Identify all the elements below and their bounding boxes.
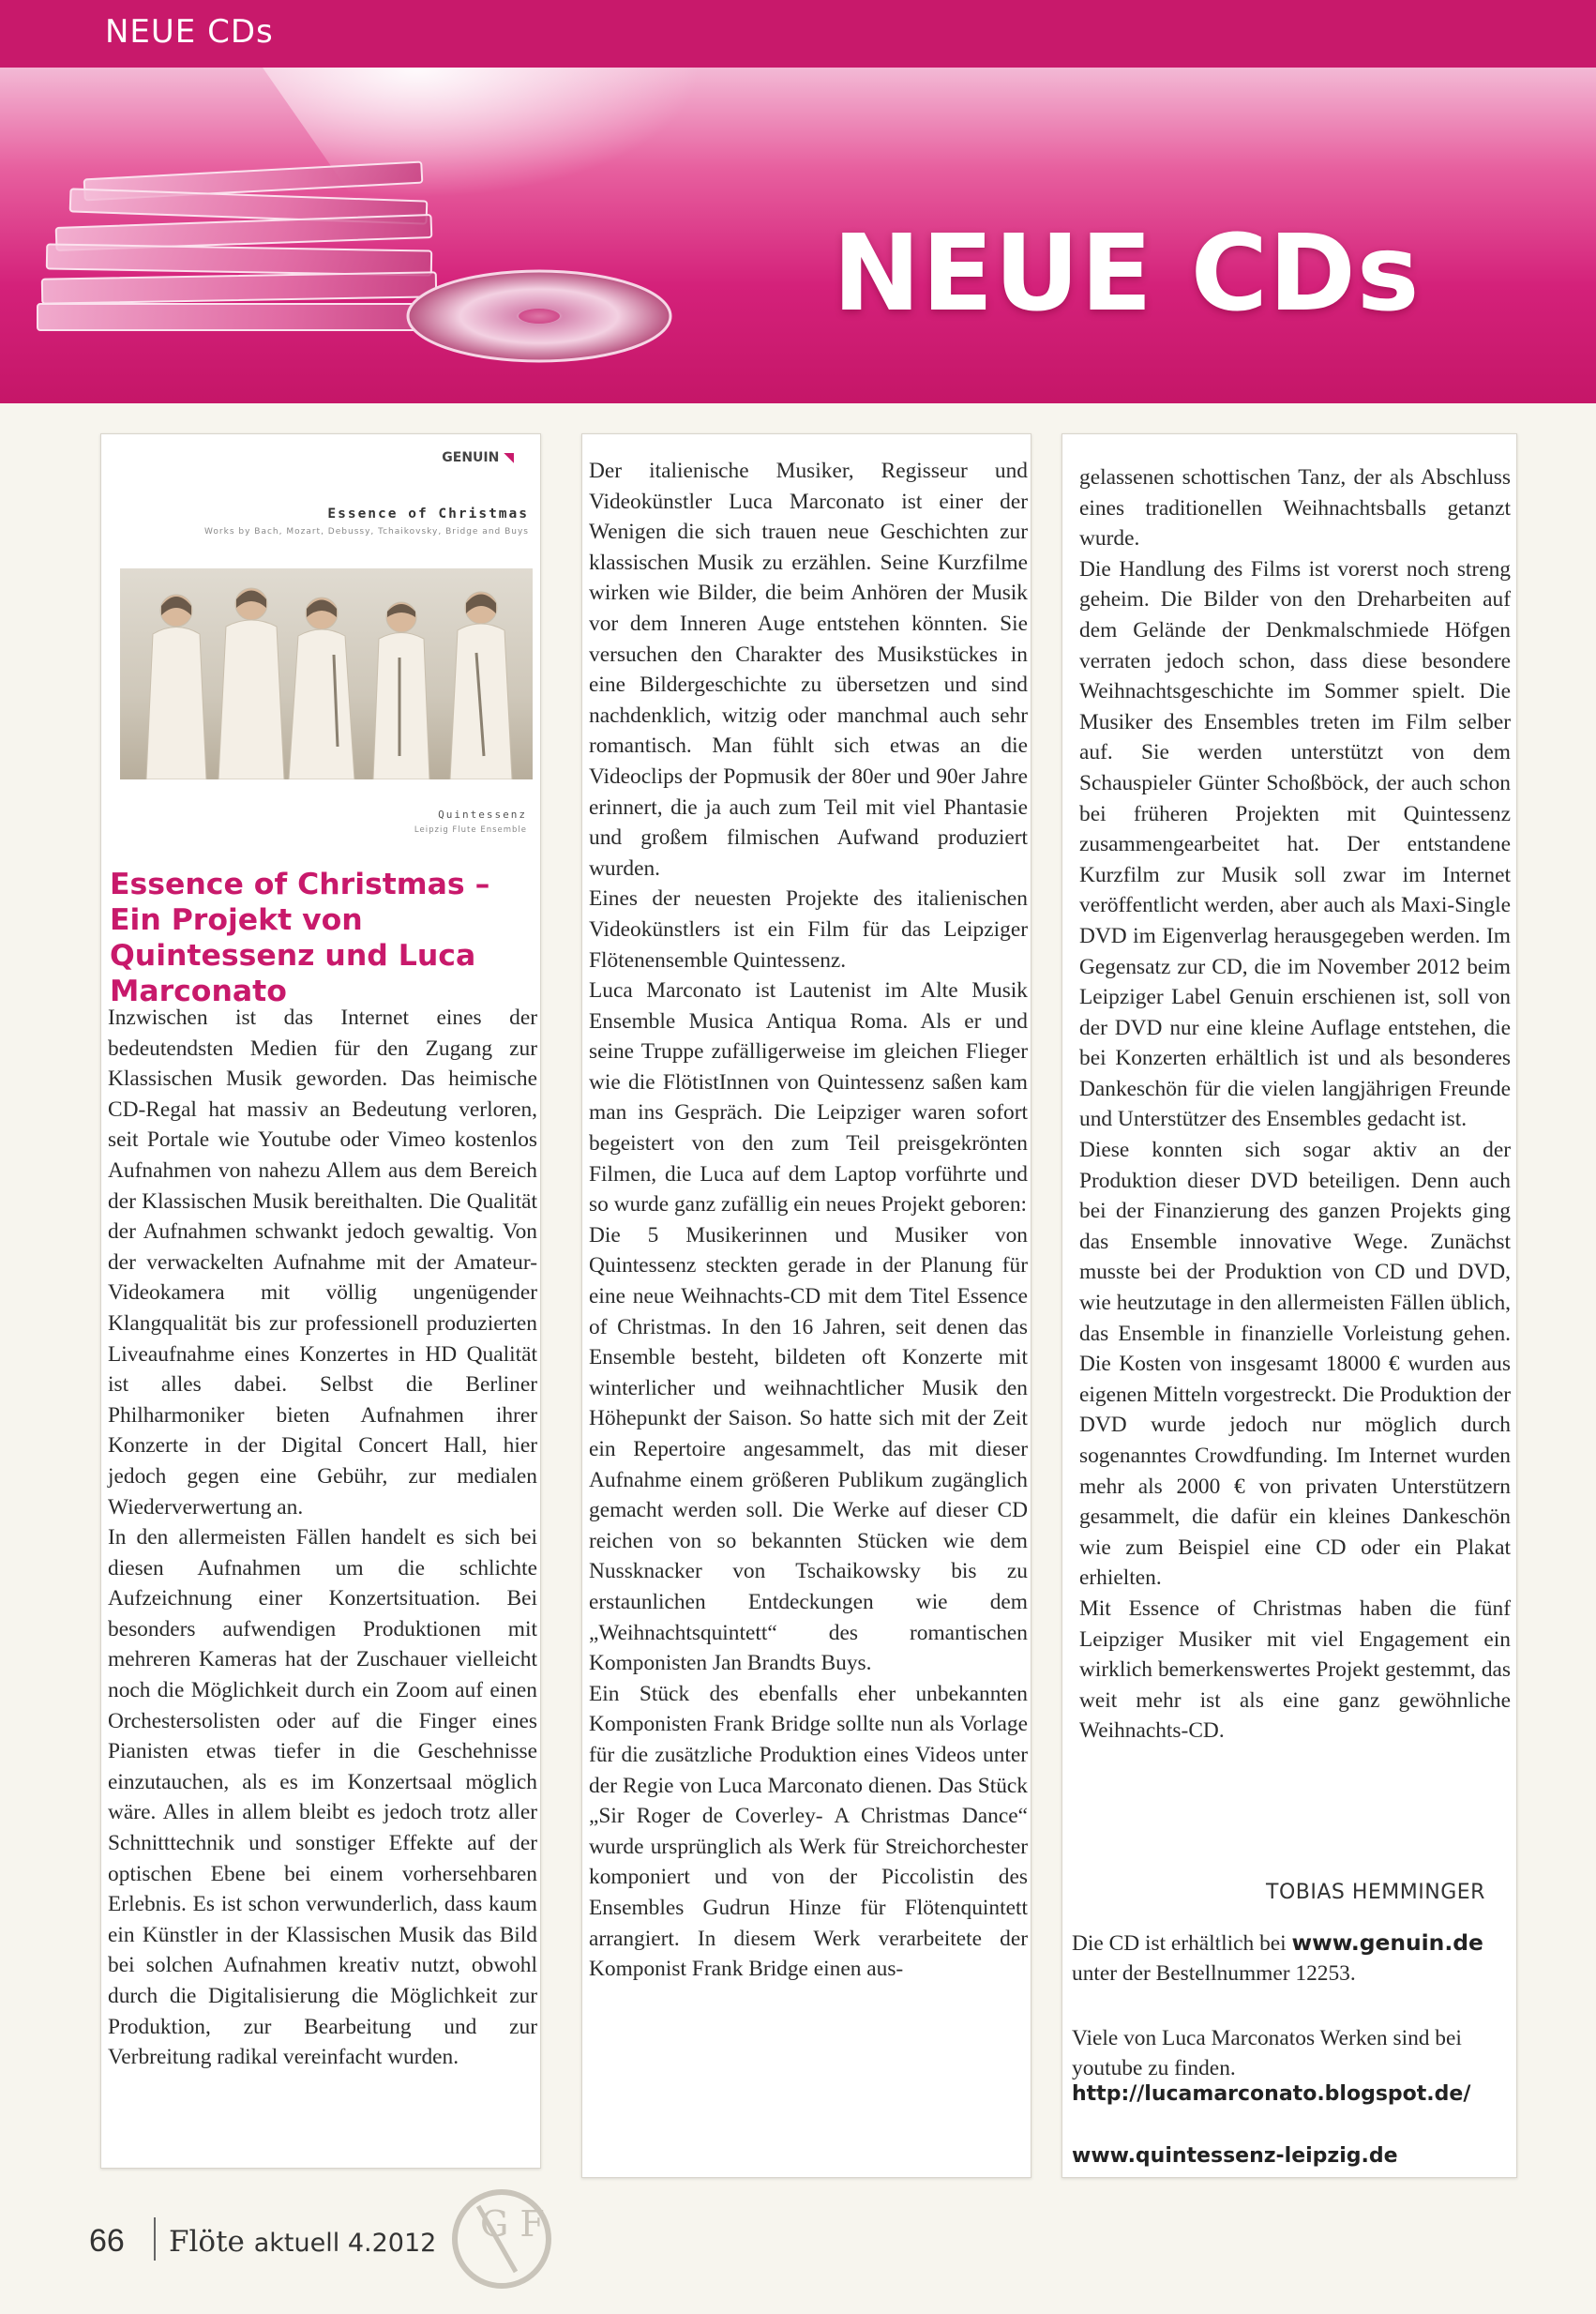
paragraph: Die 5 Musikerinnen und Musiker von Quintessenz steckten gerade in der Planung für eine neue Weihnachts-CD mit dem Titel Essence of Christmas. In den 16 Jahren, seit denen das Ensemble besteht, bildeten oft Konzerte mit winterlicher und weihnachtlicher Musik den Höhepunkt der Saison. So hatte sich mit der Zeit ein Repertoire angesammelt, das mit dieser Aufnahme einem größeren Publikum zugänglich gemacht werden soll. Die Werke auf dieser CD reichen von so bekannten Stücken wie dem Nussknacker von Tschaikowsky bis zu erstaunlichen Entdeckungen wie dem „Weihnachtsquintett“ des romantischen Komponisten Jan Brandts Buys. (589, 1222, 1028, 1676)
cover-subtitle: Works by Bach, Mozart, Debussy, Tchaikovsky, Bridge and Buys (204, 527, 529, 537)
article-column-1 (108, 1003, 537, 2073)
section-title: NEUE CDs (105, 13, 274, 51)
website-link[interactable]: www.quintessenz-leipzig.de (1072, 2144, 1398, 2168)
magazine-name: Flöte aktuell 4.2012 (169, 2225, 437, 2259)
genuin-link[interactable]: www.genuin.de (1291, 1929, 1483, 1956)
cover-ensemble-name: Quintessenz (438, 809, 527, 821)
article-column-2 (589, 456, 1028, 1985)
cd-cover (114, 441, 538, 854)
paragraph: Die Handlung des Films ist vorerst noch streng geheim. Die Bilder von den Dreharbeiten auf dem Gelände der Denkmalschmiede Höfgen verraten jedoch schon, dass diese besondere Weihnachtsgeschichte im Sommer spielt. Die Musiker des Ensembles treten im Film selber auf. Sie werden unterstützt von dem Schauspieler Günter Schoßböck, der auch schon bei früheren Projekten mit Quintessenz zusammengearbeitet hat. Der entstandene Kurzfilm zur Musik soll zwar im Internet veröffentlicht werden, aber auch als Maxi-Single DVD im Eigenverlag herausgegeben werden. Im Gegensatz zur CD, die im November 2012 beim Leipziger Label Genuin erschienen ist, soll von der DVD nur eine kleine Auflage entstehen, die bei Konzerten erhältlich ist und als besonderes Dankeschön für die vielen langjährigen Freunde und Unterstützer des Ensembles gedacht ist. (1079, 556, 1511, 1132)
order-number-text: unter der Bestellnummer 12253. (1072, 1961, 1356, 1986)
cover-title: Essence of Christmas (327, 507, 529, 522)
paragraph: Inzwischen ist das Internet eines der bedeutendsten Medien für den Zugang zur Klassischen Musik geworden. Das heimische CD-Regal hat massiv an Bedeutung verloren, seit Portale wie Youtube oder Vimeo kostenlos Aufnahmen von nahezu Allem aus dem Bereich der Klassischen Musik bereithalten. Die Qualität der Aufnahmen schwankt jedoch gewaltig. Von der verwackelten Aufnahme mit der Amateur-Videokamera mit völlig ungenügender Klangqualität bis zur professionell produzierten Liveaufnahme eines Konzertes in HD Qualität ist alles dabei. Selbst die Berliner Philharmoniker bieten Aufnahmen ihrer Konzerte in der Digital Concert Hall, hier jedoch gegen eine Gebühr, zur medialen Wiederverwertung an. (108, 1006, 537, 1520)
article-column-3 (1079, 462, 1511, 1747)
paragraph: Der italienische Musiker, Regisseur und Videokünstler Luca Marconato ist einer der Wenigen die sich trauen neue Geschichten zur klassischen Musik zu erzählen. Seine Kurzfilme wirken wie Bilder, die beim Anhören der Musik vor dem Inneren Auge entstehen könnten. Sie versuchen den Charakter des Musikstückes in eine Bildergeschichte zu übersetzen und sind nachdenklich, witzig oder manchmal auch sehr romantisch. Man fühlt sich etwas an die Videoclips der Popmusik der 80er und 90er Jahre erinnert, die ja auch zum Teil mit viel Phantasie und großem filmischen Aufwand produziert wurden. (589, 459, 1028, 881)
label-logo: GENUIN ◥ (442, 450, 514, 465)
paragraph: gelassenen schottischen Tanz, der als Abschluss eines traditionellen Weihnachtsballs getanzt wurde. (1079, 465, 1511, 552)
paragraph: Mit Essence of Christmas haben die fünf Leipziger Musiker mit viel Engagement ein wirklich bemerkenswertes Projekt gestemmt, das weit mehr ist als eine ganz gewöhnliche Weihnachts-CD. (1079, 1596, 1511, 1744)
banner-title: NEUE CDs (833, 213, 1421, 335)
blog-link[interactable]: http://lucamarconato.blogspot.de/ (1072, 2082, 1471, 2106)
paragraph: Luca Marconato ist Lautenist im Alte Musik Ensemble Musica Antiqua Roma. Als er und seine Truppe zufälligerweise im gleichen Flieger wie die FlötistInnen von Quintessenz saßen kam man ins Gespräch. Die Leipziger waren sofort begeistert von den zum Teil preisgekrönten Filmen, die Luca auf dem Laptop vorführte und so wurde ganz zufällig ein neues Projekt geboren: (589, 978, 1028, 1217)
logo-letters: G F (480, 2203, 545, 2245)
article-headline: Essence of Christmas – Ein Projekt von Quintessenz und Luca Marconato (110, 868, 490, 1008)
paragraph: Diese konnten sich sogar aktiv an der Produktion dieser DVD beteiligen. Denn auch bei der Finanzierung des ganzen Projekts ging das Ensemble innovative Wege. Zunächst musste bei der Produktion von CD und DVD, wie heutzutage in den allermeisten Fällen üblich, das Ensemble in finanzielle Vorleistung gehen. Die Kosten von insgesamt 18000 € wurden aus eigenen Mitteln vorgestreckt. Die Produktion der DVD wurde jedoch nur möglich durch sogenanntes Crowdfunding. Im Internet wurden mehr als 2000 € von privaten Unterstützern gesammelt, die dafür ein kleines Dankeschön wie zum Beispiel eine CD oder ein Plakat erhielten. (1079, 1138, 1511, 1591)
page-number: 66 (89, 2223, 125, 2259)
paragraph: In den allermeisten Fällen handelt es sich bei diesen Aufnahmen um die schlichte Aufzeichnung einer Konzertsituation. Bei besonders aufwendigen Produktionen mit mehreren Kameras hat der Zuschauer vielleicht noch die Möglichkeit durch ein Zoom auf einen Orchestersolisten oder auf die Finger eines Pianisten etwas tiefer in die Geschehnisse einzutauchen, als es im Konzertsaal möglich wäre. Alles in allem bleibt es jedoch trotz aller Schnitttechnik und sonstiger Effekte auf der optischen Ebene bei einem vorhersehbaren Erlebnis. Es ist schon verwunderlich, dass kaum ein Künstler in der Klassischen Musik das Bild bei solchen Aufnahmen kreativ nutzt, obwohl durch die Digitalisierung die Möglichkeit zur Produktion, zur Bearbeitung und zur Verbreitung radikal vereinfacht wurden. (108, 1525, 537, 2070)
magazine-logo-icon (450, 2187, 553, 2291)
section-header-bar (0, 0, 1596, 68)
cover-ensemble-subtitle: Leipzig Flute Ensemble (414, 825, 527, 835)
author-signature: TOBIAS HEMMINGER (1266, 1881, 1485, 1904)
ensemble-photo (120, 568, 533, 779)
paragraph: Ein Stück des ebenfalls eher unbekannten Komponisten Frank Bridge sollte nun als Vorlage für die zusätzliche Produktion eines Videos unter der Regie von Luca Marconato dienen. Das Stück „Sir Roger de Coverley- A Christmas Dance“ wurde ursprünglich als Werk für Streichorchester komponiert und von der Piccolistin des Ensembles Gudrun Hinze für Flötenquintett arrangiert. In diesem Werk verarbeitete der Komponist Frank Bridge einen aus- (589, 1681, 1028, 1982)
youtube-note: Viele von Luca Marconatos Werken sind bei youtube zu finden. (1072, 2026, 1462, 2080)
paragraph: Eines der neuesten Projekte des italienischen Videokünstlers ist ein Film für das Leipziger Flötenensemble Quintessenz. (589, 886, 1028, 973)
banner (0, 68, 1596, 403)
availability-note (1072, 1928, 1522, 1989)
availability-text: Die CD ist erhältlich bei (1072, 1931, 1287, 1956)
ensemble-figures (120, 568, 533, 779)
footer-divider (154, 2217, 156, 2261)
